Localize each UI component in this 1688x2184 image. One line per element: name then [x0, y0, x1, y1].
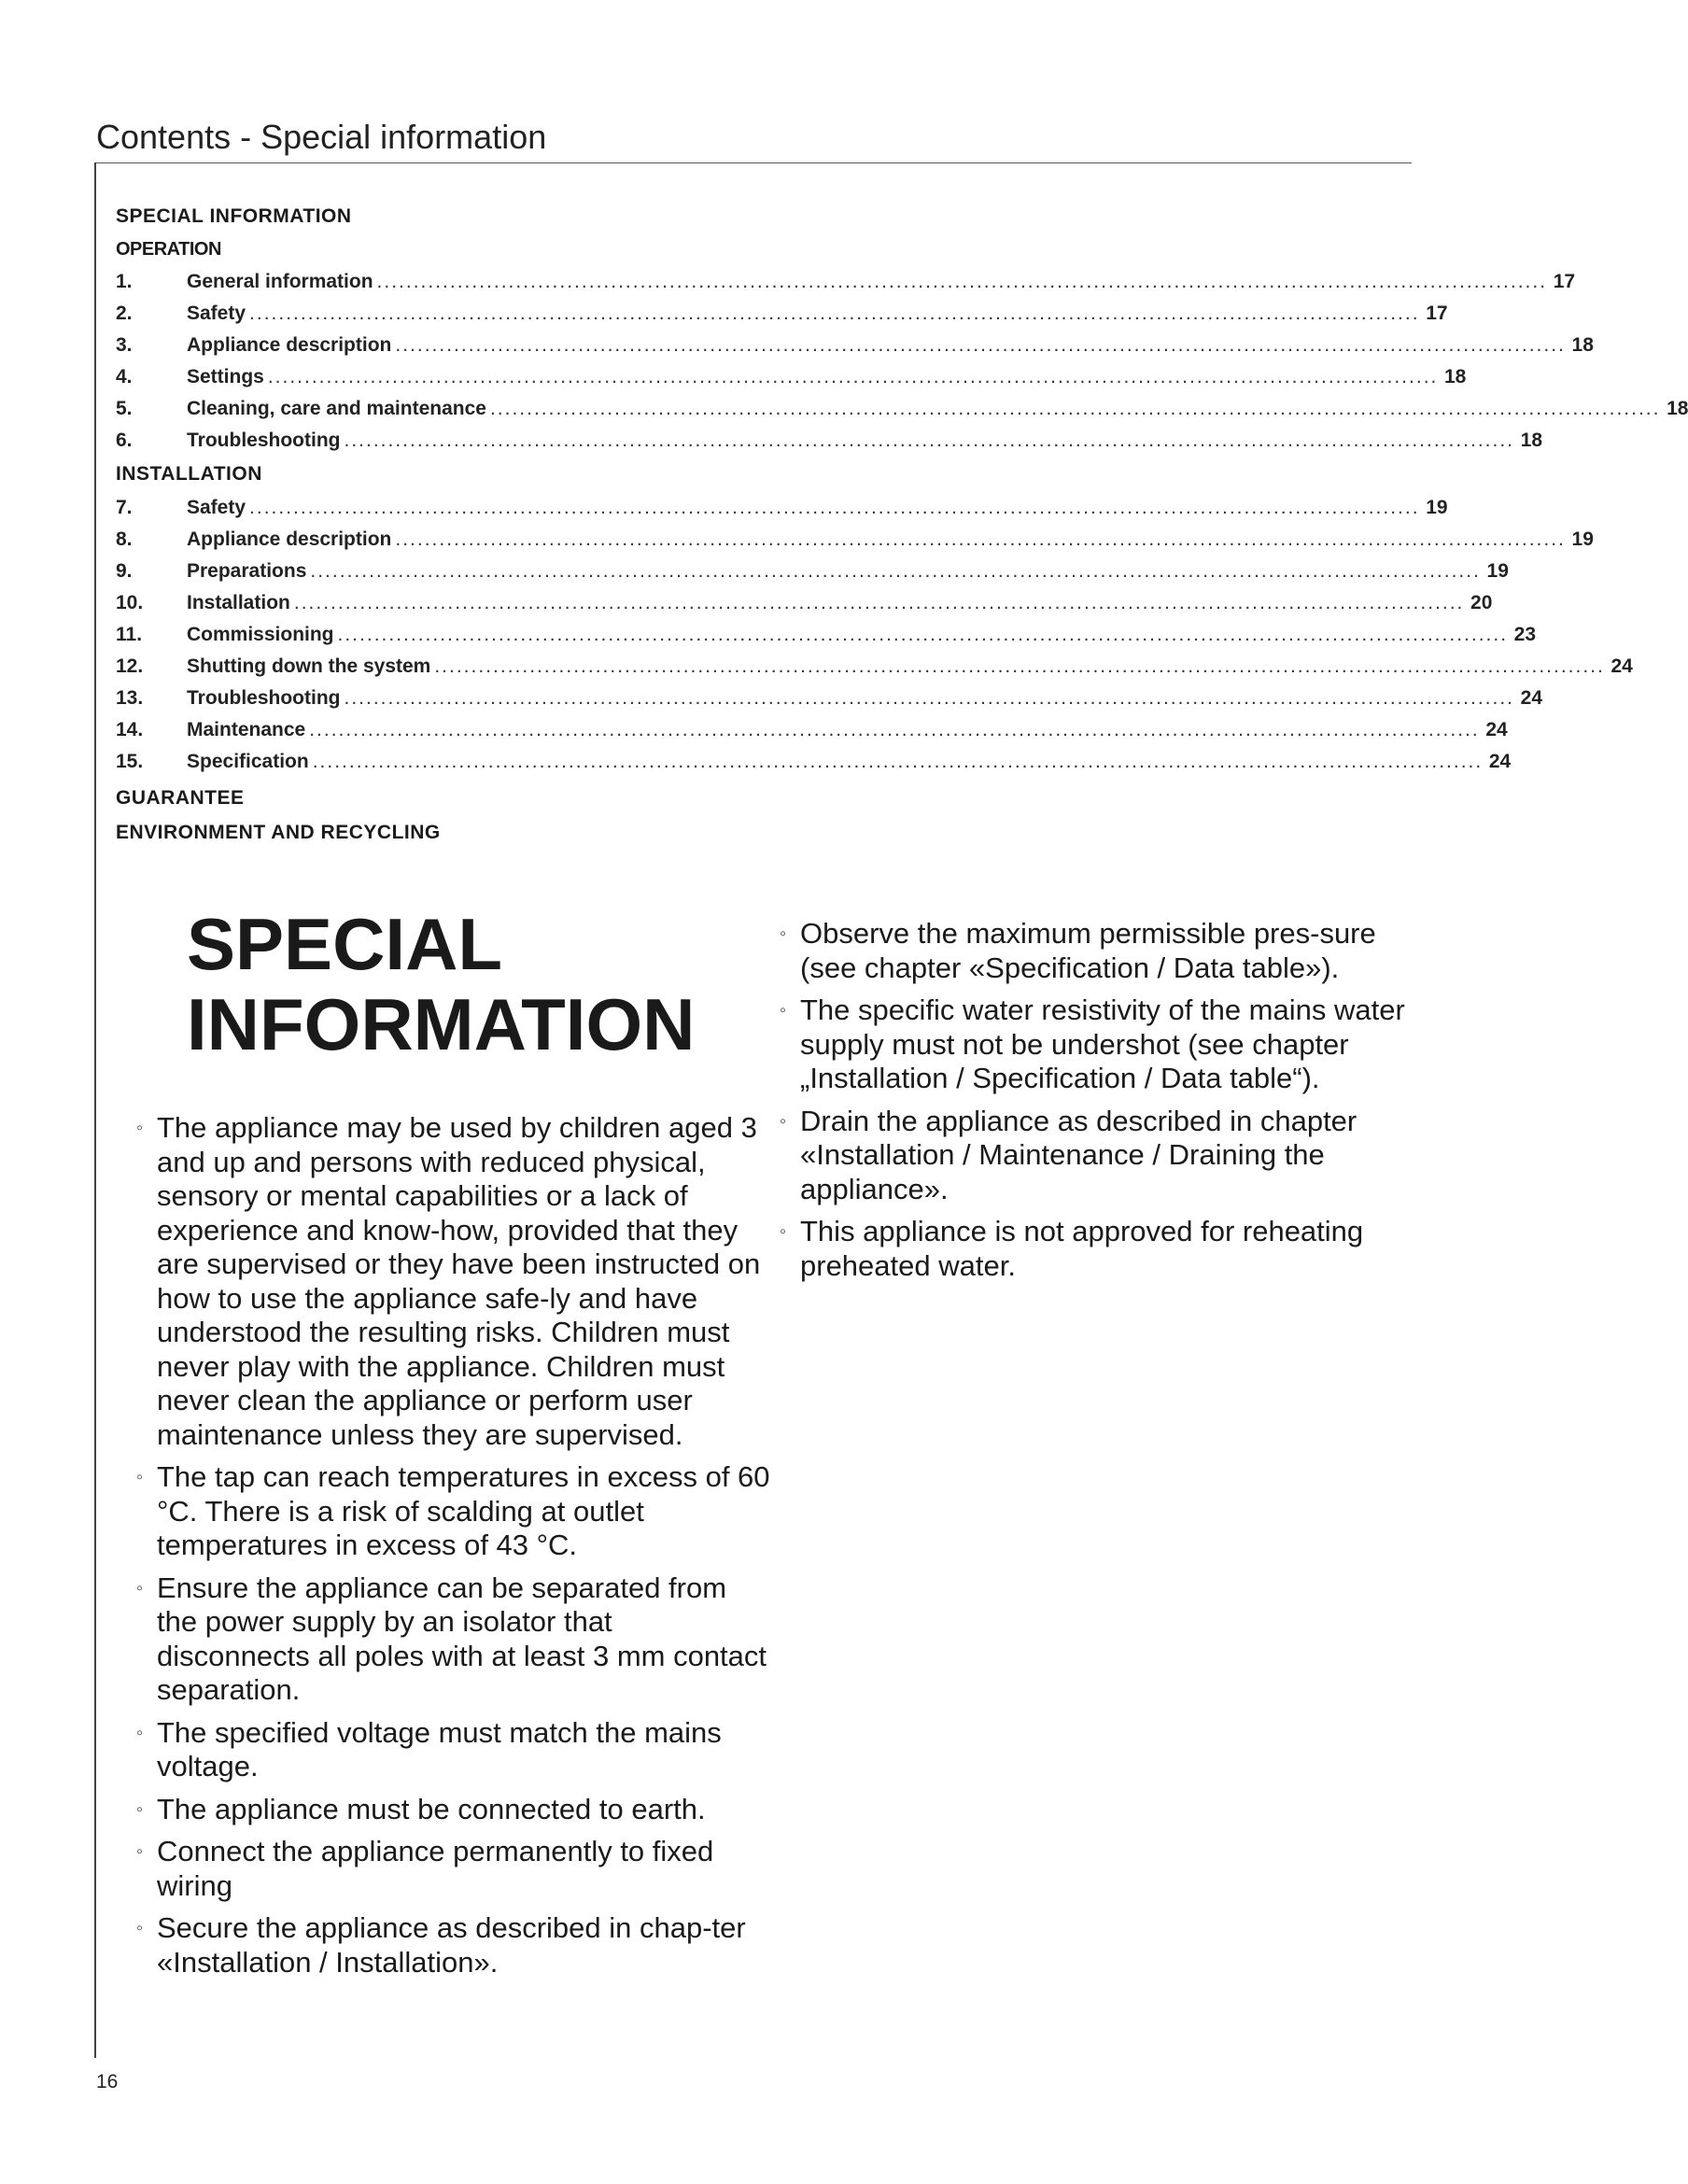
header-divider — [94, 162, 1412, 163]
bullet-item — [136, 1793, 771, 1827]
bullet-item — [136, 1911, 771, 1980]
toc-entry-page: 19 — [1571, 528, 1594, 550]
toc-heading-guarantee: GUARANTEE — [116, 787, 245, 809]
toc-dot-leader: ................................................................................................................................................................ — [376, 271, 1548, 292]
bullet-text: This appliance is not approved for reheating preheated water. — [800, 1215, 1364, 1282]
toc-dot-leader: ................................................................................................................................................................ — [309, 719, 1480, 740]
bullet-circle-icon: ◦ — [780, 1110, 787, 1132]
bullet-text: The appliance must be connected to earth. — [157, 1792, 706, 1825]
bullet-circle-icon: ◦ — [136, 1577, 144, 1599]
toc-entry-number: 5. — [116, 398, 133, 419]
toc-entry-title: Settings — [187, 366, 264, 387]
bullet-circle-icon: ◦ — [136, 1118, 144, 1138]
toc-entry-page: 24 — [1485, 719, 1508, 740]
bullet-item — [136, 1716, 771, 1784]
toc-entry-number: 10. — [116, 592, 144, 613]
toc-entry-page: 24 — [1611, 655, 1633, 677]
bullet-text: Observe the maximum permissible pres-sure (see chapter «Specification / Data table»). — [800, 917, 1376, 984]
toc-heading-operation: OPERATION — [116, 239, 221, 260]
toc-dot-leader: ................................................................................................................................................................ — [310, 560, 1481, 582]
toc-entry — [116, 619, 1537, 651]
toc-dot-leader: ................................................................................................................................................................ — [249, 497, 1420, 518]
toc-entry-page: 23 — [1513, 624, 1537, 645]
bullet-circle-icon: ◦ — [780, 1000, 787, 1021]
toc-dot-leader: ................................................................................................................................................................ — [344, 687, 1514, 709]
toc-entry-page: 18 — [1667, 398, 1688, 419]
toc-entry-page: 18 — [1520, 430, 1542, 451]
bullet-circle-icon: ◦ — [136, 1841, 144, 1862]
toc-entry — [116, 425, 1542, 457]
right-bullet-list — [780, 917, 1433, 1291]
toc-entry-title: Specification — [187, 751, 309, 772]
toc-installation-list — [116, 492, 1633, 778]
toc-entry-title: Cleaning, care and maintenance — [187, 398, 486, 419]
bullet-circle-icon: ◦ — [136, 1798, 144, 1820]
toc-entry-number: 9. — [116, 560, 133, 582]
toc-dot-leader: ................................................................................................................................................................ — [434, 655, 1605, 677]
bullet-text: The specified voltage must match the mains voltage. — [157, 1715, 722, 1782]
toc-entry-page: 18 — [1444, 366, 1467, 387]
toc-heading-special: SPECIAL INFORMATION — [116, 205, 352, 227]
heading-line-1: SPECIAL — [187, 903, 503, 985]
bullet-item — [136, 1835, 771, 1903]
toc-dot-leader: ................................................................................................................................................................ — [489, 398, 1661, 419]
toc-dot-leader: ................................................................................................................................................................ — [344, 430, 1514, 451]
toc-entry — [116, 393, 1688, 425]
bullet-item — [780, 1105, 1433, 1207]
bullet-text: The specific water resistivity of the mains water supply must not be undershot (see chapter „Installation / Specification / Data table“). — [800, 993, 1405, 1094]
toc-entry — [116, 714, 1508, 746]
bullet-text: Drain the appliance as described in chapter «Installation / Maintenance / Draining the appliance». — [800, 1104, 1357, 1205]
toc-entry — [116, 330, 1594, 361]
toc-entry-title: Troubleshooting — [187, 430, 341, 451]
toc-entry-title: Troubleshooting — [187, 687, 341, 709]
toc-entry — [116, 298, 1448, 330]
toc-entry-number: 2. — [116, 303, 133, 324]
toc-entry — [116, 361, 1467, 393]
toc-dot-leader: ................................................................................................................................................................ — [293, 592, 1465, 613]
toc-entry-title: Maintenance — [187, 719, 306, 740]
toc-entry-page: 18 — [1571, 334, 1594, 356]
toc-entry-number: 12. — [116, 655, 144, 677]
toc-entry-number: 8. — [116, 528, 133, 550]
toc-entry-number: 1. — [116, 271, 133, 292]
toc-entry-title: Safety — [187, 497, 246, 518]
heading-line-2: INFORMATION — [187, 983, 696, 1065]
toc-entry-title: Preparations — [187, 560, 307, 582]
toc-entry — [116, 651, 1633, 683]
toc-entry-page: 17 — [1553, 271, 1576, 292]
bullet-circle-icon: ◦ — [136, 1918, 144, 1938]
toc-operation-list — [116, 266, 1688, 457]
toc-dot-leader: ................................................................................................................................................................ — [249, 303, 1420, 324]
toc-dot-leader: ................................................................................................................................................................ — [395, 528, 1566, 550]
toc-entry — [116, 492, 1448, 524]
toc-entry-number: 15. — [116, 751, 144, 772]
table-of-contents — [116, 201, 1688, 849]
toc-entry-title: Commissioning — [187, 624, 334, 645]
toc-entry-title: Shutting down the system — [187, 655, 431, 677]
bullet-text: The appliance may be used by children aged 3 and up and persons with reduced physical, sensory or mental capabilities or a lack of experience and know-how, provided that they are supervised or they have been instructed on how to use the appliance safe-ly and have understood the resulting risks. Children must never play with the appliance. Children must never clean the appliance or perform user maintenance unless they are supervised. — [157, 1111, 761, 1451]
toc-entry — [116, 524, 1594, 556]
left-margin-rule — [94, 162, 96, 2058]
toc-entry-number: 14. — [116, 719, 144, 740]
toc-entry-number: 11. — [116, 624, 143, 645]
toc-heading-environment: ENVIRONMENT AND RECYCLING — [116, 822, 441, 843]
bullet-text: The tap can reach temperatures in excess of 60 °C. There is a risk of scalding at outlet temperatures in excess of 43 °C. — [157, 1460, 770, 1561]
toc-entry-title: Installation — [187, 592, 290, 613]
toc-entry-page: 20 — [1470, 592, 1493, 613]
toc-entry — [116, 683, 1542, 714]
toc-entry-title: Safety — [187, 303, 246, 324]
toc-entry-title: Appliance description — [187, 528, 392, 550]
toc-entry — [116, 587, 1493, 619]
toc-dot-leader: ................................................................................................................................................................ — [267, 366, 1439, 387]
toc-entry — [116, 556, 1509, 587]
toc-entry-page: 19 — [1486, 560, 1509, 582]
toc-entry — [116, 266, 1576, 298]
toc-heading-installation: INSTALLATION — [116, 463, 262, 485]
toc-entry-number: 7. — [116, 497, 133, 518]
toc-entry-page: 24 — [1488, 751, 1512, 772]
toc-entry-page: 24 — [1520, 687, 1542, 709]
toc-entry-number: 6. — [116, 430, 133, 451]
bullet-item — [780, 993, 1433, 1096]
bullet-circle-icon: ◦ — [136, 1722, 144, 1743]
toc-entry-number: 3. — [116, 334, 133, 356]
bullet-circle-icon: ◦ — [136, 1467, 144, 1487]
special-information-heading — [187, 904, 695, 1064]
toc-dot-leader: ................................................................................................................................................................ — [337, 624, 1509, 645]
toc-entry-title: General information — [187, 271, 373, 292]
left-bullet-list — [136, 1111, 771, 1988]
bullet-item — [780, 917, 1433, 985]
page-number: 16 — [96, 2071, 119, 2092]
bullet-text: Connect the appliance permanently to fixed wiring — [157, 1835, 714, 1902]
toc-entry-number: 4. — [116, 366, 133, 387]
toc-entry — [116, 746, 1512, 778]
toc-dot-leader: ................................................................................................................................................................ — [395, 334, 1566, 356]
toc-dot-leader: ................................................................................................................................................................ — [312, 751, 1484, 772]
bullet-item — [136, 1571, 771, 1708]
bullet-text: Secure the appliance as described in chap-ter «Installation / Installation». — [157, 1911, 746, 1979]
bullet-circle-icon: ◦ — [780, 923, 787, 944]
toc-entry-title: Appliance description — [187, 334, 392, 356]
page-title: Contents - Special information — [96, 118, 547, 156]
bullet-item — [780, 1215, 1433, 1283]
bullet-circle-icon: ◦ — [780, 1221, 787, 1242]
toc-entry-number: 13. — [116, 687, 144, 709]
bullet-item — [136, 1460, 771, 1563]
toc-entry-page: 17 — [1426, 303, 1448, 324]
bullet-item — [136, 1111, 771, 1452]
bullet-text: Ensure the appliance can be separated from the power supply by an isolator that disconnects all poles with at least 3 mm contact separation. — [157, 1571, 767, 1706]
toc-entry-page: 19 — [1426, 497, 1448, 518]
